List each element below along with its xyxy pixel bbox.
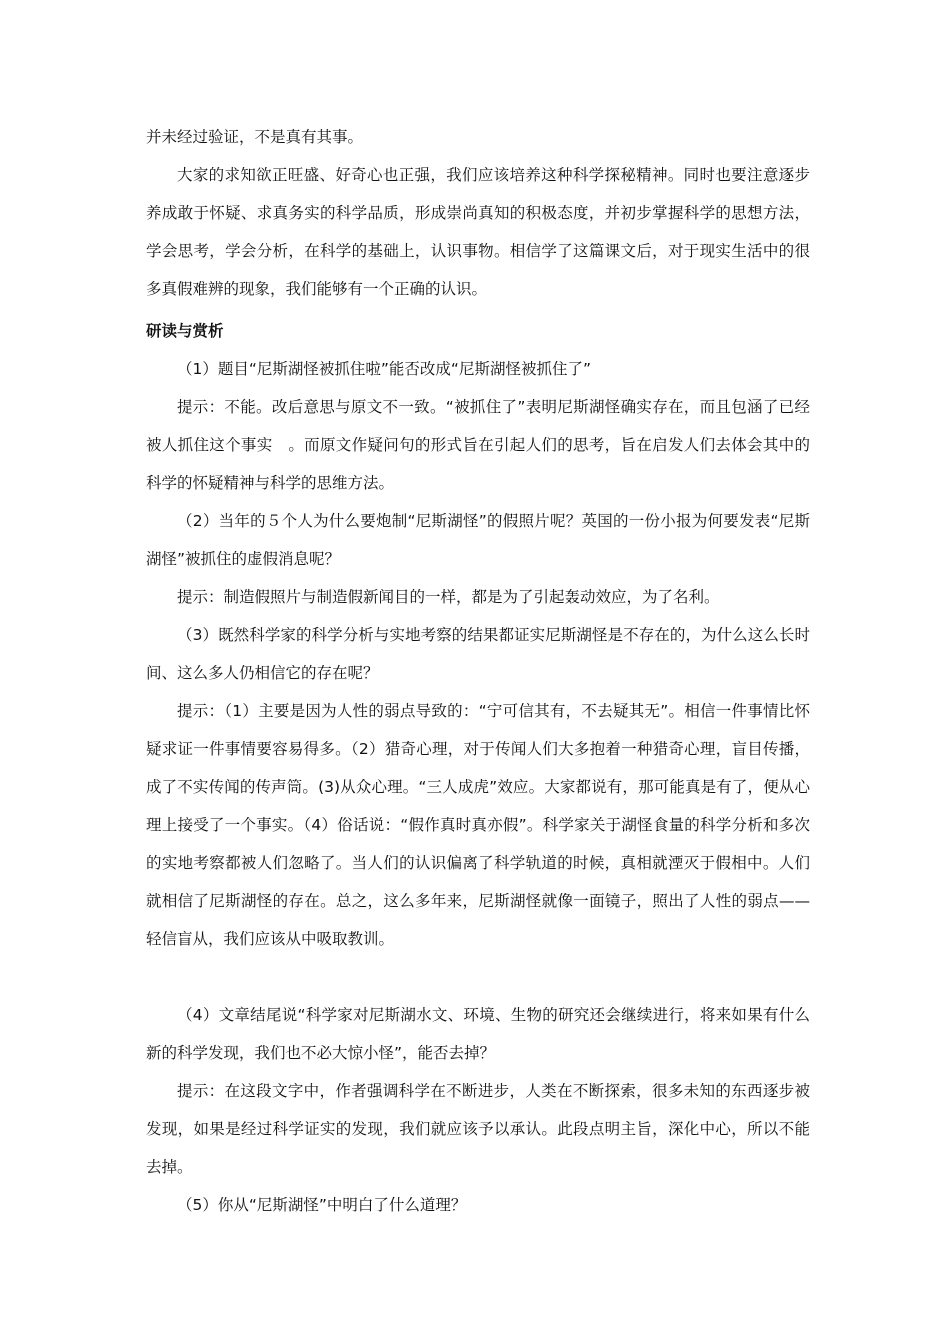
paragraph-intro-end: 并未经过验证，不是真有其事。 <box>146 128 364 146</box>
question-2: （2）当年的５个人为什么要炮制“尼斯湖怪”的假照片呢？英国的一份小报为何要发表“尼斯湖怪”被抓住的虚假消息呢？ <box>146 512 810 568</box>
answer-3: 提示：（1）主要是因为人性的弱点导致的：“宁可信其有，不去疑其无”。相信一件事情比怀疑求证一件事情要容易得多。（2）猎奇心理，对于传闻人们大多抱着一种猎奇心理，盲目传播，成了不实传闻的传声筒。(3)从众心理。“三人成虎”效应。大家都说有，那可能真是有了，便从心理上接受了一个事实。（4）俗话说：“假作真时真亦假”。科学家关于湖怪食量的科学分析和多次的实地考察都被人们忽略了。当人们的认识偏离了科学轨道的时候，真相就湮灭于假相中。人们就相信了尼斯湖怪的存在。总之，这么多年来，尼斯湖怪就像一面镜子，照出了人性的弱点——轻信盲从，我们应该从中吸取教训。 <box>146 702 810 948</box>
answer-4: 提示：在这段文字中，作者强调科学在不断进步，人类在不断探索，很多未知的东西逐步被发现，如果是经过科学证实的发现，我们就应该予以承认。此段点明主旨，深化中心，所以不能去掉。 <box>146 1082 810 1176</box>
question-1: （1）题目“尼斯湖怪被抓住啦”能否改成“尼斯湖怪被抓住了” <box>177 360 591 378</box>
question-3: （3）既然科学家的科学分析与实地考察的结果都证实尼斯湖怪是不存在的，为什么这么长时间、这么多人仍相信它的存在呢？ <box>146 626 810 682</box>
question-5: （5）你从“尼斯湖怪”中明白了什么道理？ <box>177 1196 467 1214</box>
question-4: （4）文章结尾说“科学家对尼斯湖水文、环境、生物的研究还会继续进行，将来如果有什么新的科学发现，我们也不必大惊小怪”，能否去掉？ <box>146 1006 810 1062</box>
paragraph-encouragement: 大家的求知欲正旺盛、好奇心也正强，我们应该培养这种科学探秘精神。同时也要注意逐步养成敢于怀疑、求真务实的科学品质，形成崇尚真知的积极态度，并初步掌握科学的思想方法，学会思考，学会分析，在科学的基础上，认识事物。相信学了这篇课文后，对于现实生活中的很多真假难辨的现象，我们能够有一个正确的认识。 <box>146 166 810 298</box>
section-heading: 研读与赏析 <box>146 322 224 340</box>
answer-1: 提示：不能。改后意思与原文不一致。“被抓住了”表明尼斯湖怪确实存在，而且包涵了已经被人抓住这个事实 。而原文作疑问句的形式旨在引起人们的思考，旨在启发人们去体会其中的科学的怀疑精神与科学的思维方法。 <box>146 398 810 492</box>
answer-2: 提示：制造假照片与制造假新闻目的一样，都是为了引起轰动效应，为了名利。 <box>177 588 720 606</box>
